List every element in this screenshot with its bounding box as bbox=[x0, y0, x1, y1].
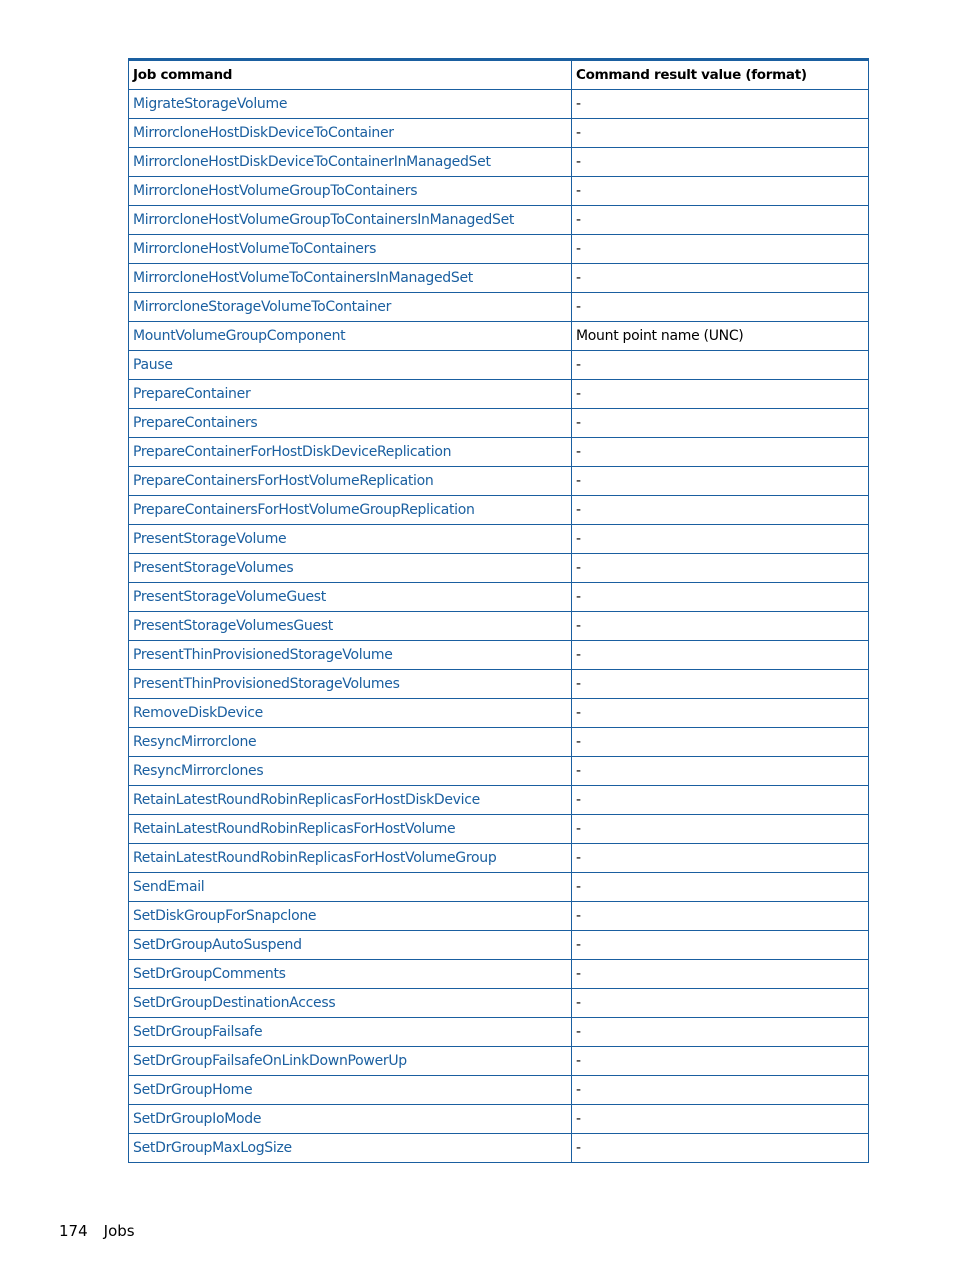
table-row bbox=[129, 873, 869, 902]
table-row bbox=[129, 728, 869, 757]
job-command-link-text[interactable]: SetDrGroupFailsafe bbox=[133, 1024, 263, 1040]
table-row bbox=[129, 902, 869, 931]
command-result-value: - bbox=[572, 612, 869, 641]
job-command-link-text[interactable]: SetDrGroupIoMode bbox=[133, 1111, 262, 1127]
job-command-link[interactable] bbox=[129, 728, 572, 757]
command-result-value: - bbox=[572, 177, 869, 206]
job-command-link-text[interactable]: SetDrGroupAutoSuspend bbox=[133, 937, 302, 953]
job-command-link-text[interactable]: MirrorcloneHostVolumeGroupToContainersInManagedSet bbox=[133, 212, 515, 228]
job-command-link[interactable] bbox=[129, 119, 572, 148]
table-row bbox=[129, 931, 869, 960]
table-row bbox=[129, 264, 869, 293]
job-command-link[interactable] bbox=[129, 1105, 572, 1134]
job-command-link[interactable] bbox=[129, 1134, 572, 1163]
table-row bbox=[129, 148, 869, 177]
command-result-value: - bbox=[572, 960, 869, 989]
job-command-link[interactable] bbox=[129, 322, 572, 351]
job-command-link[interactable] bbox=[129, 206, 572, 235]
command-result-value: - bbox=[572, 728, 869, 757]
command-result-value: - bbox=[572, 235, 869, 264]
job-command-link-text[interactable]: Pause bbox=[133, 357, 173, 373]
table-row bbox=[129, 757, 869, 786]
job-command-link[interactable] bbox=[129, 931, 572, 960]
job-command-link-text[interactable]: SetDrGroupComments bbox=[133, 966, 286, 982]
job-command-link[interactable] bbox=[129, 293, 572, 322]
job-command-link-text[interactable]: PresentStorageVolumes bbox=[133, 560, 294, 576]
job-command-link[interactable] bbox=[129, 815, 572, 844]
job-command-link[interactable] bbox=[129, 496, 572, 525]
job-command-link-text[interactable]: PresentThinProvisionedStorageVolume bbox=[133, 647, 393, 663]
job-command-link[interactable] bbox=[129, 989, 572, 1018]
table-row bbox=[129, 409, 869, 438]
job-command-link-text[interactable]: RetainLatestRoundRobinReplicasForHostDiskDevice bbox=[133, 792, 480, 808]
command-result-value: - bbox=[572, 206, 869, 235]
job-command-link[interactable] bbox=[129, 235, 572, 264]
job-command-link[interactable] bbox=[129, 525, 572, 554]
job-command-link-text[interactable]: SetDrGroupMaxLogSize bbox=[133, 1140, 292, 1156]
page-number: 174 bbox=[59, 1222, 88, 1240]
table-row bbox=[129, 989, 869, 1018]
command-result-value: - bbox=[572, 641, 869, 670]
table-row bbox=[129, 1018, 869, 1047]
job-command-link-text[interactable]: RetainLatestRoundRobinReplicasForHostVolumeGroup bbox=[133, 850, 497, 866]
command-result-value: - bbox=[572, 525, 869, 554]
job-command-link-text[interactable]: SendEmail bbox=[133, 879, 205, 895]
command-result-value: - bbox=[572, 844, 869, 873]
job-command-link[interactable] bbox=[129, 960, 572, 989]
table-row bbox=[129, 380, 869, 409]
table-header-row bbox=[129, 60, 869, 90]
table-row bbox=[129, 960, 869, 989]
job-command-link[interactable] bbox=[129, 1018, 572, 1047]
command-result-value: - bbox=[572, 989, 869, 1018]
command-result-value: - bbox=[572, 1134, 869, 1163]
job-command-link-text[interactable]: PresentStorageVolume bbox=[133, 531, 287, 547]
section-name: Jobs bbox=[103, 1222, 135, 1240]
job-command-link-text[interactable]: MirrorcloneHostDiskDeviceToContainer bbox=[133, 125, 394, 141]
job-command-link[interactable] bbox=[129, 177, 572, 206]
command-result-value: Mount point name (UNC) bbox=[572, 322, 869, 351]
command-result-value: - bbox=[572, 1047, 869, 1076]
command-result-value: - bbox=[572, 902, 869, 931]
job-command-link-text[interactable]: PrepareContainers bbox=[133, 415, 258, 431]
job-command-link-text[interactable]: SetDiskGroupForSnapclone bbox=[133, 908, 317, 924]
table-row bbox=[129, 293, 869, 322]
table-row bbox=[129, 583, 869, 612]
header-command-result: Command result value (format) bbox=[572, 60, 869, 90]
job-command-link-text[interactable]: PrepareContainerForHostDiskDeviceReplication bbox=[133, 444, 452, 460]
command-result-value: - bbox=[572, 786, 869, 815]
command-result-value: - bbox=[572, 1076, 869, 1105]
page-footer bbox=[59, 1222, 135, 1240]
command-result-value: - bbox=[572, 873, 869, 902]
command-result-value: - bbox=[572, 1105, 869, 1134]
table-row bbox=[129, 641, 869, 670]
job-command-link[interactable] bbox=[129, 757, 572, 786]
job-command-table bbox=[128, 58, 869, 1163]
command-result-value: - bbox=[572, 1018, 869, 1047]
job-command-link[interactable] bbox=[129, 409, 572, 438]
command-result-value: - bbox=[572, 90, 869, 119]
table-row bbox=[129, 1047, 869, 1076]
job-command-link[interactable] bbox=[129, 612, 572, 641]
job-command-link[interactable] bbox=[129, 902, 572, 931]
job-command-link-text[interactable]: MirrorcloneStorageVolumeToContainer bbox=[133, 299, 392, 315]
job-command-link[interactable] bbox=[129, 380, 572, 409]
table-row bbox=[129, 554, 869, 583]
command-result-value: - bbox=[572, 148, 869, 177]
job-command-link-text[interactable]: ResyncMirrorclone bbox=[133, 734, 257, 750]
header-job-command: Job command bbox=[129, 60, 572, 90]
command-result-value: - bbox=[572, 554, 869, 583]
table-row bbox=[129, 351, 869, 380]
table-row bbox=[129, 496, 869, 525]
table-row bbox=[129, 90, 869, 119]
table-row bbox=[129, 467, 869, 496]
table-row bbox=[129, 844, 869, 873]
table-row bbox=[129, 525, 869, 554]
job-command-link-text[interactable]: ResyncMirrorclones bbox=[133, 763, 264, 779]
command-result-value: - bbox=[572, 264, 869, 293]
job-command-link[interactable] bbox=[129, 554, 572, 583]
table-row bbox=[129, 1076, 869, 1105]
job-command-link[interactable] bbox=[129, 786, 572, 815]
table-row bbox=[129, 235, 869, 264]
command-result-value: - bbox=[572, 583, 869, 612]
command-result-value: - bbox=[572, 757, 869, 786]
command-result-value: - bbox=[572, 351, 869, 380]
command-result-value: - bbox=[572, 699, 869, 728]
table-row bbox=[129, 177, 869, 206]
table-row bbox=[129, 786, 869, 815]
job-command-link-text[interactable]: PresentStorageVolumeGuest bbox=[133, 589, 326, 605]
job-command-link-text[interactable]: MirrorcloneHostVolumeGroupToContainers bbox=[133, 183, 418, 199]
job-command-link[interactable] bbox=[129, 583, 572, 612]
table-row bbox=[129, 322, 869, 351]
job-command-link[interactable] bbox=[129, 438, 572, 467]
table-row bbox=[129, 1134, 869, 1163]
job-command-link-text[interactable]: PrepareContainersForHostVolumeGroupReplication bbox=[133, 502, 475, 518]
command-result-value: - bbox=[572, 496, 869, 525]
job-command-link-text[interactable]: SetDrGroupFailsafeOnLinkDownPowerUp bbox=[133, 1053, 407, 1069]
command-result-value: - bbox=[572, 438, 869, 467]
job-command-link-text[interactable]: RetainLatestRoundRobinReplicasForHostVolume bbox=[133, 821, 456, 837]
job-command-link-text[interactable]: PresentThinProvisionedStorageVolumes bbox=[133, 676, 400, 692]
job-command-link-text[interactable]: PrepareContainersForHostVolumeReplication bbox=[133, 473, 434, 489]
command-result-value: - bbox=[572, 815, 869, 844]
job-command-link[interactable] bbox=[129, 351, 572, 380]
job-command-link-text[interactable]: MirrorcloneHostVolumeToContainers bbox=[133, 241, 377, 257]
job-command-link[interactable] bbox=[129, 467, 572, 496]
job-command-link-text[interactable]: PresentStorageVolumesGuest bbox=[133, 618, 333, 634]
job-command-link[interactable] bbox=[129, 1047, 572, 1076]
job-command-link[interactable] bbox=[129, 90, 572, 119]
job-command-link-text[interactable]: MirrorcloneHostVolumeToContainersInManagedSet bbox=[133, 270, 473, 286]
command-result-value: - bbox=[572, 931, 869, 960]
command-result-value: - bbox=[572, 670, 869, 699]
job-command-link-text[interactable]: PrepareContainer bbox=[133, 386, 251, 402]
command-result-value: - bbox=[572, 409, 869, 438]
job-command-link[interactable] bbox=[129, 148, 572, 177]
table-row bbox=[129, 206, 869, 235]
job-command-link[interactable] bbox=[129, 873, 572, 902]
job-command-link-text[interactable]: SetDrGroupHome bbox=[133, 1082, 253, 1098]
table-row bbox=[129, 119, 869, 148]
job-command-link-text[interactable]: MountVolumeGroupComponent bbox=[133, 328, 346, 344]
job-command-link-text[interactable]: MigrateStorageVolume bbox=[133, 96, 288, 112]
command-result-value: - bbox=[572, 380, 869, 409]
table-row bbox=[129, 670, 869, 699]
job-command-link[interactable] bbox=[129, 844, 572, 873]
job-command-link-text[interactable]: RemoveDiskDevice bbox=[133, 705, 263, 721]
table-row bbox=[129, 612, 869, 641]
job-command-link[interactable] bbox=[129, 264, 572, 293]
table-row bbox=[129, 438, 869, 467]
job-command-link-text[interactable]: MirrorcloneHostDiskDeviceToContainerInManagedSet bbox=[133, 154, 491, 170]
command-result-value: - bbox=[572, 293, 869, 322]
job-command-link[interactable] bbox=[129, 670, 572, 699]
command-result-value: - bbox=[572, 467, 869, 496]
table-row bbox=[129, 815, 869, 844]
job-command-link[interactable] bbox=[129, 641, 572, 670]
job-command-link[interactable] bbox=[129, 699, 572, 728]
table-row bbox=[129, 1105, 869, 1134]
job-command-link[interactable] bbox=[129, 1076, 572, 1105]
job-command-link-text[interactable]: SetDrGroupDestinationAccess bbox=[133, 995, 336, 1011]
table-row bbox=[129, 699, 869, 728]
command-result-value: - bbox=[572, 119, 869, 148]
